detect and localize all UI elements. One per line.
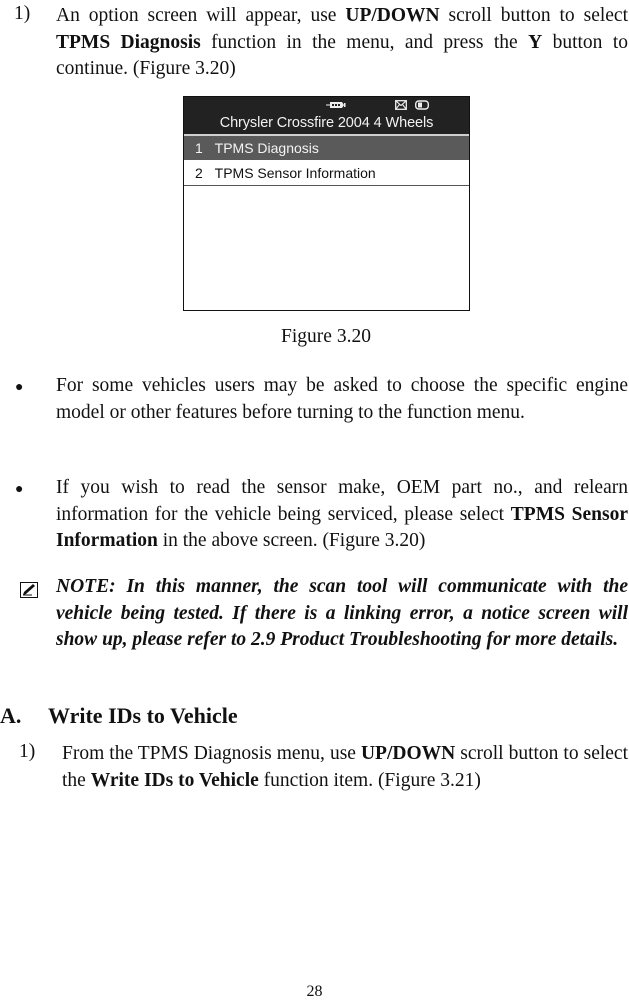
bullet-icon: ● [15,482,24,497]
menu-index: 2 [195,165,203,181]
menu-index: 1 [195,140,203,156]
text: button to continue. (Figure 3.20) [56,31,628,79]
mail-icon [395,100,407,110]
bold-y-button: Y [528,31,543,53]
note-text: NOTE: In this manner, the scan tool will communicate with the vehicle being tested. If there is a linking error, a notice screen will show up, please refer to 2.9 Product Troubleshooting for more details. [56,576,628,650]
bullet-icon: ● [15,380,24,395]
section-title: Write IDs to Vehicle [48,703,238,728]
bullet-1-text: For some vehicles users may be asked to choose the specific engine model or other features before turning to the function menu. [56,375,628,423]
page-number: 28 [306,983,323,1000]
menu-label: TPMS Sensor Information [214,165,376,181]
step-a1-text [62,741,628,794]
text: An option screen will appear, use [56,5,346,26]
bold-tpms-sensor-information: TPMS Sensor Information [56,503,628,551]
menu-label: TPMS Diagnosis [214,140,319,156]
step-number: 1) [19,741,36,762]
screen-header [184,97,469,134]
text: in the above screen. (Figure 3.20) [157,530,426,551]
section-letter: A. [0,703,22,728]
section-heading [0,703,238,729]
bold-up-down: UP/DOWN [360,743,456,764]
obd-connector-icon [326,101,346,109]
note-pencil-icon [20,582,38,598]
bold-write-ids: Write IDs to Vehicle [90,769,259,791]
text: scroll button to select [439,5,628,26]
bold-tpms-diagnosis: TPMS Diagnosis [56,31,201,53]
figure-caption: Figure 3.20 [281,326,371,347]
status-icons [184,100,469,112]
bullet-2-text [56,475,628,555]
battery-icon [415,100,429,110]
text: If you wish to read the sensor make, OEM part no., and relearn information for the vehicle being serviced, please select [56,477,628,525]
step-number: 1) [14,3,31,24]
text: function in the menu, and press the [200,31,529,53]
bold-up-down: UP/DOWN [345,5,440,26]
text: scroll button to select the [62,743,629,791]
menu-item-tpms-sensor-information[interactable] [184,161,469,186]
device-screen-figure [183,96,470,311]
menu-item-tpms-diagnosis[interactable] [184,136,469,160]
screen-title: Chrysler Crossfire 2004 4 Wheels [219,115,434,131]
step-1-text [56,3,628,83]
text: From the TPMS Diagnosis menu, use [62,743,361,764]
text: function item. (Figure 3.21) [258,769,481,791]
